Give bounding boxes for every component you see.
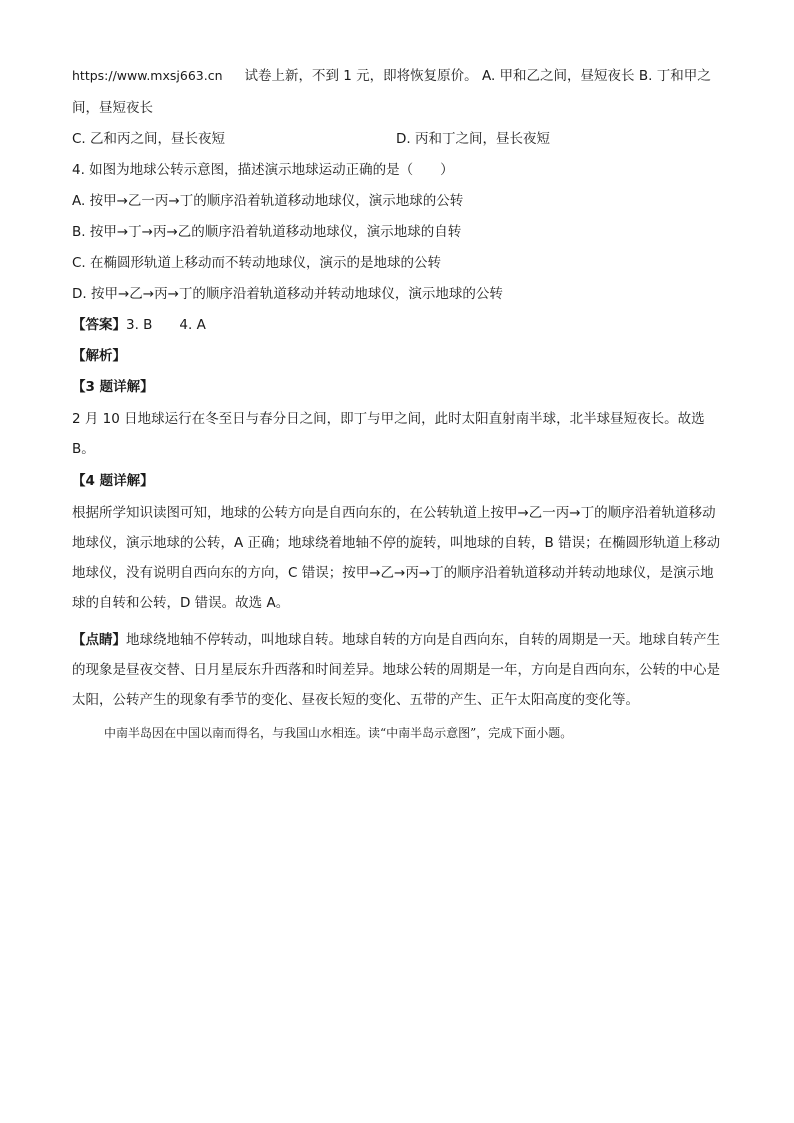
site-url[interactable]: https://www.mxsj663.cn xyxy=(72,68,223,83)
promo-notice: 试卷上新，不到 1 元，即将恢复原价。 xyxy=(244,68,478,84)
answer-label: 【答案】 xyxy=(72,317,126,333)
q4-option-b: B. 按甲→丁→丙→乙的顺序沿着轨道移动地球仪，演示地球的自转 xyxy=(72,224,462,240)
q3-options-cd xyxy=(72,129,722,149)
detail3-text: 2 月 10 日地球运行在冬至日与春分日之间，即丁与甲之间，此时太阳直射南半球，北半球昼短夜长。故选 B。 xyxy=(72,411,705,457)
analysis-label: 【解析】 xyxy=(72,348,126,364)
q3-option-b-end: 间，昼短夜长 xyxy=(72,100,153,116)
q3-option-d: D. 丙和丁之间，昼长夜短 xyxy=(396,131,550,147)
q4-stem: 4. 如图为地球公转示意图，描述演示地球运动正确的是（ ） xyxy=(72,162,454,178)
next-question-intro: 中南半岛因在中国以南而得名，与我国山水相连。读“中南半岛示意图”，完成下面小题。 xyxy=(104,726,573,740)
header-line xyxy=(72,66,711,86)
tip-label: 【点睛】 xyxy=(72,632,126,648)
q4-option-a: A. 按甲→乙一丙→丁的顺序沿着轨道移动地球仪，演示地球的公转 xyxy=(72,193,464,209)
q4-option-d: D. 按甲→乙→丙→丁的顺序沿着轨道移动并转动地球仪，演示地球的公转 xyxy=(72,286,503,302)
q3-option-b-start: B. 丁和甲之 xyxy=(638,68,711,84)
detail3-label: 【3 题详解】 xyxy=(72,379,154,395)
tip-text: 地球绕地轴不停转动，叫地球自转。地球自转的方向是自西向东，自转的周期是一天。地球自转产生的现象是昼夜交替、日月星辰东升西落和时间差异。地球公转的周期是一年，方向是自西向东，公转的中心是太阳，公转产生的现象有季节的变化、昼夜长短的变化、五带的产生、正午太阳高度的变化等。 xyxy=(72,632,720,708)
detail4-label: 【4 题详解】 xyxy=(72,473,154,489)
q4-option-c: C. 在椭圆形轨道上移动而不转动地球仪，演示的是地球的公转 xyxy=(72,255,442,271)
tip-block xyxy=(72,625,722,715)
answer-line xyxy=(72,315,206,335)
answer-text: 3. B 4. A xyxy=(126,317,206,333)
q3-option-a: A. 甲和乙之间，昼短夜长 xyxy=(481,68,635,84)
q3-option-c: C. 乙和丙之间，昼长夜短 xyxy=(72,131,226,147)
detail4-text: 根据所学知识读图可知，地球的公转方向是自西向东的，在公转轨道上按甲→乙一丙→丁的顺序沿着轨道移动地球仪，演示地球的公转，A 正确；地球绕着地轴不停的旋转，叫地球的自转，B 错误；在椭圆形轨道上移动地球仪，没有说明自西向东的方向，C 错误；按甲→乙→丙→丁的顺序沿着轨道移动并转动地球仪，是演示地球的自转和公转，D 错误。故选 A。 xyxy=(72,505,721,611)
